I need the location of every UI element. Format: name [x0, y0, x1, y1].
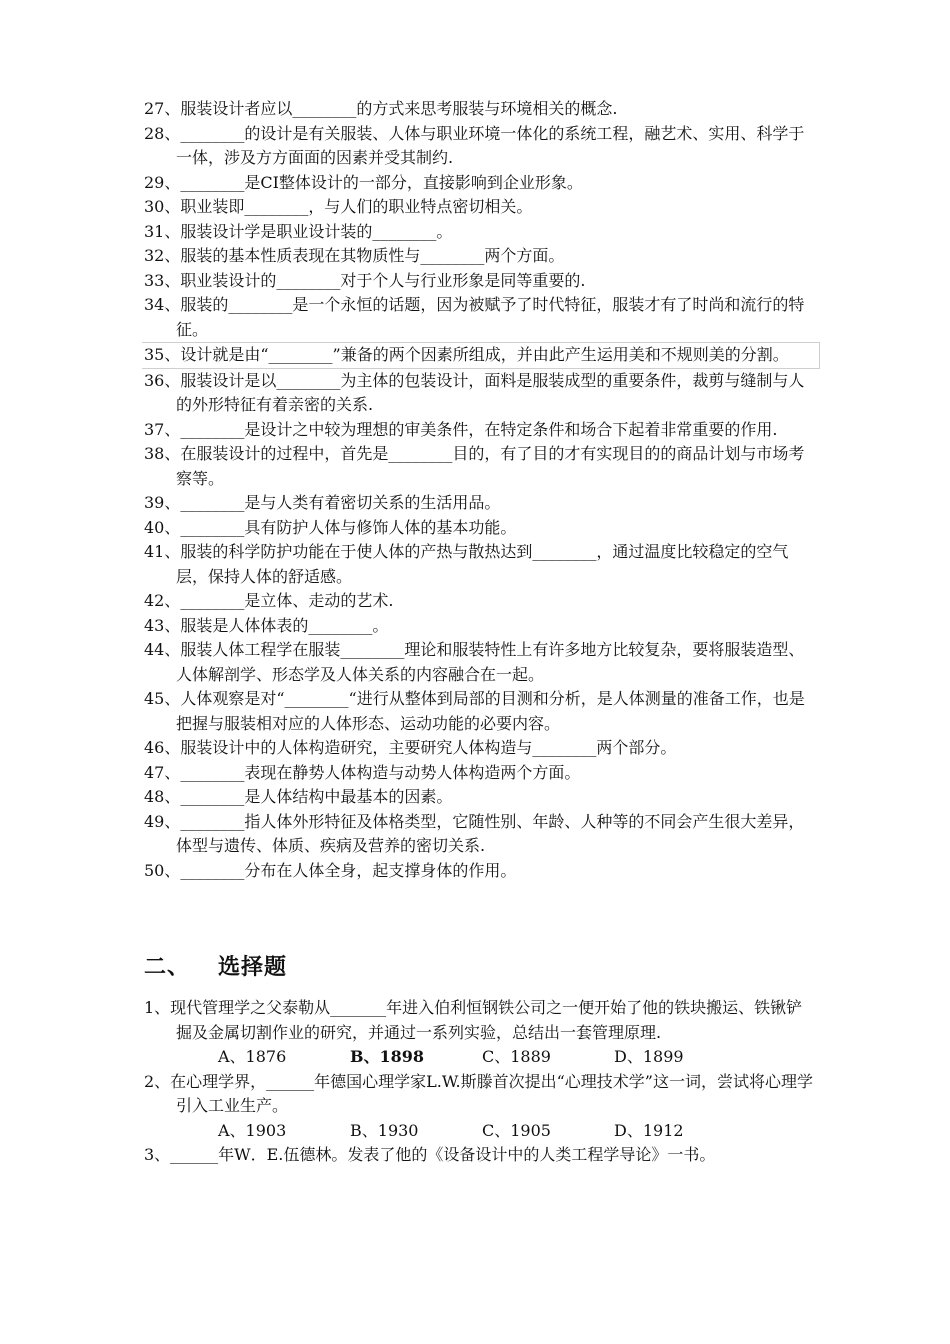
fill-question: 50、________分布在人体全身，起支撑身体的作用。	[144, 860, 517, 880]
fill-question: 41、服装的科学防护功能在于使人体的产热与散热达到________，通过温度比较稳定的空气层，保持人体的舒适感。	[144, 542, 789, 586]
fill-question: 30、职业装即________，与人们的职业特点密切相关。	[144, 197, 533, 216]
fill-question: 40、________具有防护人体与修饰人体的基本功能。	[144, 517, 517, 537]
choice-question: 1、现代管理学之父泰勒从_______年进入伯利恒钢铁公司之一便开始了他的铁块搬运、铁锹铲掘及金属切割作业的研究，并通过一系列实验，总结出一套管理原理.	[144, 998, 803, 1042]
fill-question: 35、设计就是由“________”兼备的两个因素所组成，并由此产生运用美和不规则美的分割。	[142, 342, 820, 369]
choice-question-list	[144, 996, 814, 1168]
fill-question: 43、服装是人体体表的________。	[144, 615, 389, 635]
choice-question: 2、在心理学界，______年德国心理学家L.W.斯滕首次提出“心理技术学”这一词，尝试将心理学引入工业生产。	[144, 1071, 813, 1115]
fill-question: 39、________是与人类有着密切关系的生活用品。	[144, 493, 501, 512]
fill-question: 42、________是立体、走动的艺术.	[144, 591, 394, 610]
fill-question: 33、职业装设计的________对于个人与行业形象是同等重要的.	[144, 270, 586, 290]
fill-question: 31、服装设计学是职业设计装的________。	[144, 221, 453, 241]
answer-option: A、1876	[218, 1047, 287, 1066]
fill-question: 49、________指人体外形特征及体格类型，它随性别、年龄、人种等的不同会产生很大差异，体型与遗传、体质、疾病及营养的密切关系.	[144, 811, 805, 855]
fill-question: 36、服装设计是以________为主体的包装设计，面料是服装成型的重要条件，裁剪与缝制与人的外形特征有着亲密的关系.	[144, 370, 805, 414]
section-heading	[144, 950, 287, 981]
fill-question: 34、服装的________是一个永恒的话题，因为被赋予了时代特征，服装才有了时尚和流行的特征。	[144, 295, 805, 339]
fill-question: 46、服装设计中的人体构造研究，主要研究人体构造与________两个部分。	[144, 738, 677, 757]
fill-question: 28、________的设计是有关服装、人体与职业环境一体化的系统工程，融艺术、实用、科学于一体，涉及方方面面的因素并受其制约.	[144, 123, 805, 167]
fill-question: 47、________表现在静势人体构造与动势人体构造两个方面。	[144, 762, 581, 782]
answer-options	[144, 1119, 814, 1144]
answer-option: C、1905	[482, 1120, 551, 1140]
section-title: 选择题	[218, 955, 288, 980]
fill-question: 37、________是设计之中较为理想的审美条件，在特定条件和场合下起着非常重要的作用.	[144, 419, 778, 439]
fill-question: 38、在服装设计的过程中，首先是________目的，有了目的才有实现目的的商品计划与市场考察等。	[144, 444, 805, 488]
answer-option: D、1912	[614, 1120, 684, 1140]
fill-question: 44、服装人体工程学在服装________理论和服装特性上有许多地方比较复杂，要将服装造型、人体解剖学、形态学及人体关系的内容融合在一起。	[144, 640, 805, 684]
answer-option: B、1930	[350, 1120, 419, 1140]
choice-question: 3、______年W．E.伍德林。发表了他的《设备设计中的人类工程学导论》一书。	[144, 1145, 716, 1164]
answer-option: C、1889	[482, 1047, 551, 1066]
section-number: 二、	[144, 955, 191, 980]
fill-question: 27、服装设计者应以________的方式来思考服装与环境相关的概念.	[144, 99, 618, 118]
fill-in-question-list	[144, 97, 814, 883]
fill-question: 48、________是人体结构中最基本的因素。	[144, 787, 453, 806]
fill-question: 29、________是CI整体设计的一部分，直接影响到企业形象。	[144, 172, 583, 192]
fill-question: 45、人体观察是对“________“进行从整体到局部的目测和分析，是人体测量的准备工作，也是把握与服装相对应的人体形态、运动功能的必要内容。	[144, 689, 805, 733]
answer-option: D、1899	[614, 1047, 684, 1066]
fill-question: 32、服装的基本性质表现在其物质性与________两个方面。	[144, 246, 565, 265]
answer-option: A、1903	[218, 1120, 287, 1140]
answer-options	[144, 1045, 814, 1070]
answer-option: B、1898	[350, 1047, 425, 1066]
